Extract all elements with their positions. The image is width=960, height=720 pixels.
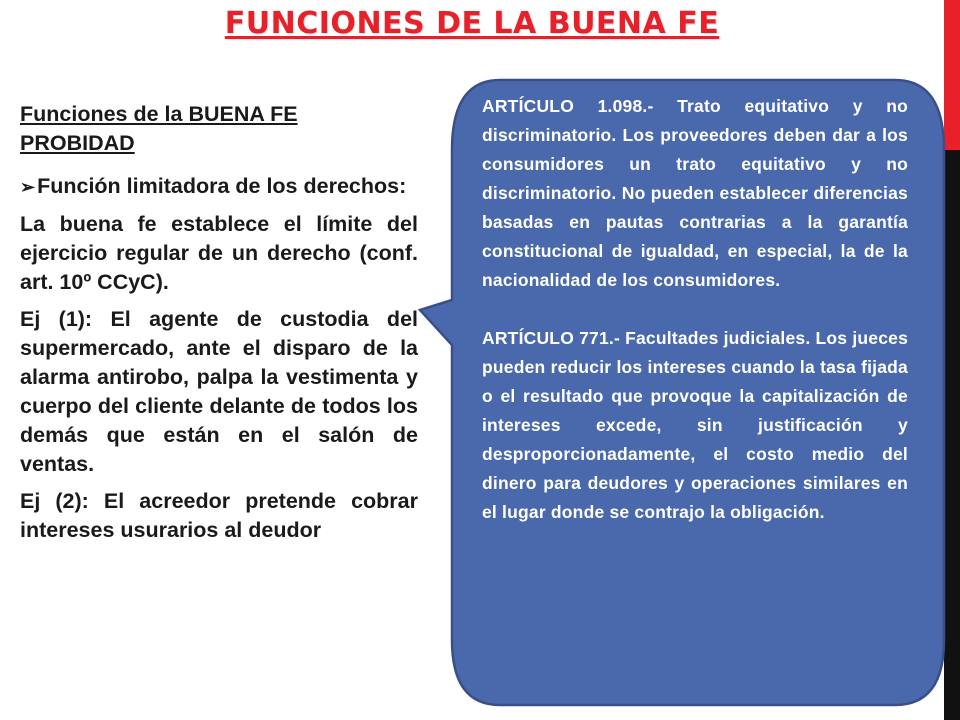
callout-spacer <box>482 295 908 324</box>
paragraph-limit: La buena fe establece el límite del ejercicio regular de un derecho (conf. art. 10º CCyC). <box>20 212 418 294</box>
article-771: ARTÍCULO 771.- Facultades judiciales. Los jueces pueden reducir los intereses cuando la tasa fijada o el resultado que provoque la capitalización de intereses excede, sin justificación y desproporcionadamente, el costo medio del dinero para deudores y operaciones similares en el lugar donde se contrajo la obligación. <box>482 328 908 522</box>
article-1098: ARTÍCULO 1.098.- Trato equitativo y no discriminatorio. Los proveedores deben dar a los consumidores un trato equitativo y no discriminatorio. No pueden establecer diferencias basadas en pautas contrarias a la garantía constitucional de igualdad, en especial, la de la nacionalidad de los consumidores. <box>482 96 908 290</box>
bullet-text: Función limitadora de los derechos: <box>37 174 407 198</box>
arrow-bullet-icon: ➢ <box>20 177 36 197</box>
slide-title: FUNCIONES DE LA BUENA FE <box>224 6 720 41</box>
callout-text <box>482 92 908 527</box>
section-heading: Funciones de la BUENA FE PROBIDAD <box>20 102 298 155</box>
example-1: Ej (1): El agente de custodia del supermercado, ante el disparo de la alarma antirobo, palpa la vestimenta y cuerpo del cliente delante de todos los demás que están en el salón de ventas. <box>20 307 418 476</box>
example-2: Ej (2): El acreedor pretende cobrar intereses usurarios al deudor <box>20 489 418 542</box>
